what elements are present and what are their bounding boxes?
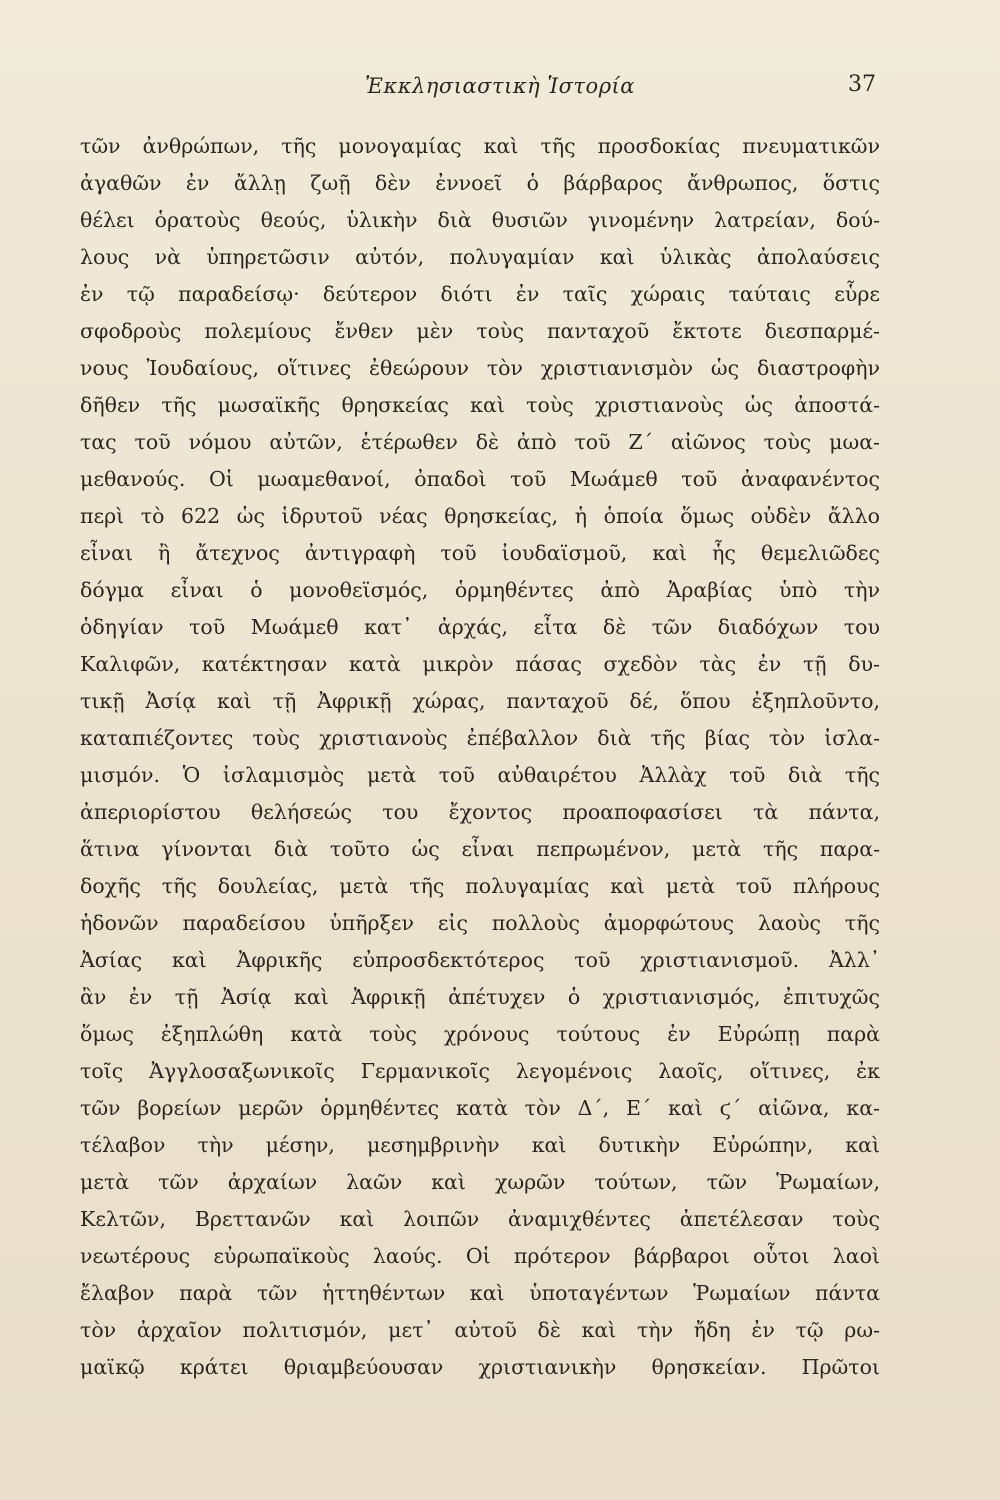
text-line: ἀπεριορίστου θελήσεώς του ἔχοντος προαποφασίσει τὰ πάντα, <box>80 800 880 824</box>
text-line: ἀγαθῶν ἐν ἄλλῃ ζωῇ δὲν ἐννοεῖ ὁ βάρβαρος ἄνθρωπος, ὅστις <box>80 171 880 195</box>
text-line: τὸν ἀρχαῖον πολιτισμόν, μετ᾿ αὐτοῦ δὲ καὶ τὴν ἤδη ἐν τῷ ρω- <box>80 1318 880 1342</box>
text-line: Καλιφῶν, κατέκτησαν κατὰ μικρὸν πάσας σχεδὸν τὰς ἐν τῇ δυ- <box>80 652 880 676</box>
text-line: ἅτινα γίνονται διὰ τοῦτο ὡς εἶναι πεπρωμένον, μετὰ τῆς παρα- <box>80 837 880 861</box>
page-header <box>0 74 1000 110</box>
text-line: καταπιέζοντες τοὺς χριστιανοὺς ἐπέβαλλον διὰ τῆς βίας τὸν ἰσλα- <box>80 726 880 750</box>
text-line: τικῇ Ἀσίᾳ καὶ τῇ Ἀφρικῇ χώρας, πανταχοῦ δέ, ὅπου ἐξηπλοῦντο, <box>80 689 880 713</box>
text-line: δῆθεν τῆς μωσαϊκῆς θρησκείας καὶ τοὺς χριστιανοὺς ὡς ἀποστά- <box>80 393 880 417</box>
text-line: ὅμως ἐξηπλώθη κατὰ τοὺς χρόνους τούτους ἐν Εὐρώπῃ παρὰ <box>80 1022 880 1046</box>
text-line: εἶναι ἢ ἄτεχνος ἀντιγραφὴ τοῦ ἰουδαϊσμοῦ, καὶ ἧς θεμελιῶδες <box>80 541 880 565</box>
text-line: νους Ἰουδαίους, οἵτινες ἐθεώρουν τὸν χριστιανισμὸν ὡς διαστροφὴν <box>80 356 880 380</box>
text-line: θέλει ὁρατοὺς θεούς, ὑλικὴν διὰ θυσιῶν γινομένην λατρείαν, δού- <box>80 208 880 232</box>
text-line: ἔλαβον παρὰ τῶν ἡττηθέντων καὶ ὑποταγέντων Ῥωμαίων πάντα <box>80 1281 880 1305</box>
text-line: δόγμα εἶναι ὁ μονοθεϊσμός, ὁρμηθέντες ἀπὸ Ἀραβίας ὑπὸ τὴν <box>80 578 880 602</box>
text-line: τῶν ἀνθρώπων, τῆς μονογαμίας καὶ τῆς προσδοκίας πνευματικῶν <box>80 134 880 158</box>
text-line: ἐν τῷ παραδείσῳ· δεύτερον διότι ἐν ταῖς χώραις ταύταις εὗρε <box>80 282 880 306</box>
text-line: Κελτῶν, Βρεττανῶν καὶ λοιπῶν ἀναμιχθέντες ἀπετέλεσαν τοὺς <box>80 1207 880 1231</box>
text-line: τῶν βορείων μερῶν ὁρμηθέντες κατὰ τὸν Δ΄, Ε΄ καὶ ϛ΄ αἰῶνα, κα- <box>80 1096 880 1120</box>
text-line: δοχῆς τῆς δουλείας, μετὰ τῆς πολυγαμίας καὶ μετὰ τοῦ πλήρους <box>80 874 880 898</box>
text-line: Ἀσίας καὶ Ἀφρικῆς εὐπροσδεκτότερος τοῦ χριστιανισμοῦ. Ἀλλ᾿ <box>80 948 880 972</box>
text-line: ἂν ἐν τῇ Ἀσίᾳ καὶ Ἀφρικῇ ἀπέτυχεν ὁ χριστιανισμός, ἐπιτυχῶς <box>80 985 880 1009</box>
text-line: μαϊκῷ κράτει θριαμβεύουσαν χριστιανικὴν θρησκείαν. Πρῶτοι <box>80 1355 880 1379</box>
body-text <box>80 128 880 1386</box>
text-line: τέλαβον τὴν μέσην, μεσημβρινὴν καὶ δυτικὴν Εὐρώπην, καὶ <box>80 1133 880 1157</box>
text-line: μεθανούς. Οἱ μωαμεθανοί, ὀπαδοὶ τοῦ Μωάμεθ τοῦ ἀναφανέντος <box>80 467 880 491</box>
text-line: τας τοῦ νόμου αὐτῶν, ἑτέρωθεν δὲ ἀπὸ τοῦ Ζ΄ αἰῶνος τοὺς μωα- <box>80 430 880 454</box>
running-title: Ἐκκλησιαστικὴ Ἱστορία <box>365 74 635 98</box>
text-line: λους νὰ ὑπηρετῶσιν αὐτόν, πολυγαμίαν καὶ ὑλικὰς ἀπολαύσεις <box>80 245 880 269</box>
text-line: μετὰ τῶν ἀρχαίων λαῶν καὶ χωρῶν τούτων, τῶν Ῥωμαίων, <box>80 1170 880 1194</box>
text-line: μισμόν. Ὁ ἰσλαμισμὸς μετὰ τοῦ αὐθαιρέτου Ἀλλὰχ τοῦ διὰ τῆς <box>80 763 880 787</box>
text-line: ἡδονῶν παραδείσου ὑπῆρξεν εἰς πολλοὺς ἀμορφώτους λαοὺς τῆς <box>80 911 880 935</box>
text-line: τοῖς Ἀγγλοσαξωνικοῖς Γερμανικοῖς λεγομένοις λαοῖς, οἵτινες, ἐκ <box>80 1059 880 1083</box>
text-line: νεωτέρους εὐρωπαϊκοὺς λαούς. Οἱ πρότερον βάρβαροι οὗτοι λαοὶ <box>80 1244 880 1268</box>
text-line: ὁδηγίαν τοῦ Μωάμεθ κατ᾿ ἀρχάς, εἶτα δὲ τῶν διαδόχων του <box>80 615 880 639</box>
text-line: περὶ τὸ 622 ὡς ἱδρυτοῦ νέας θρησκείας, ἡ ὁποία ὅμως οὐδὲν ἄλλο <box>80 504 880 528</box>
page-number: 37 <box>848 72 876 97</box>
text-line: σφοδροὺς πολεμίους ἔνθεν μὲν τοὺς πανταχοῦ ἔκτοτε διεσπαρμέ- <box>80 319 880 343</box>
